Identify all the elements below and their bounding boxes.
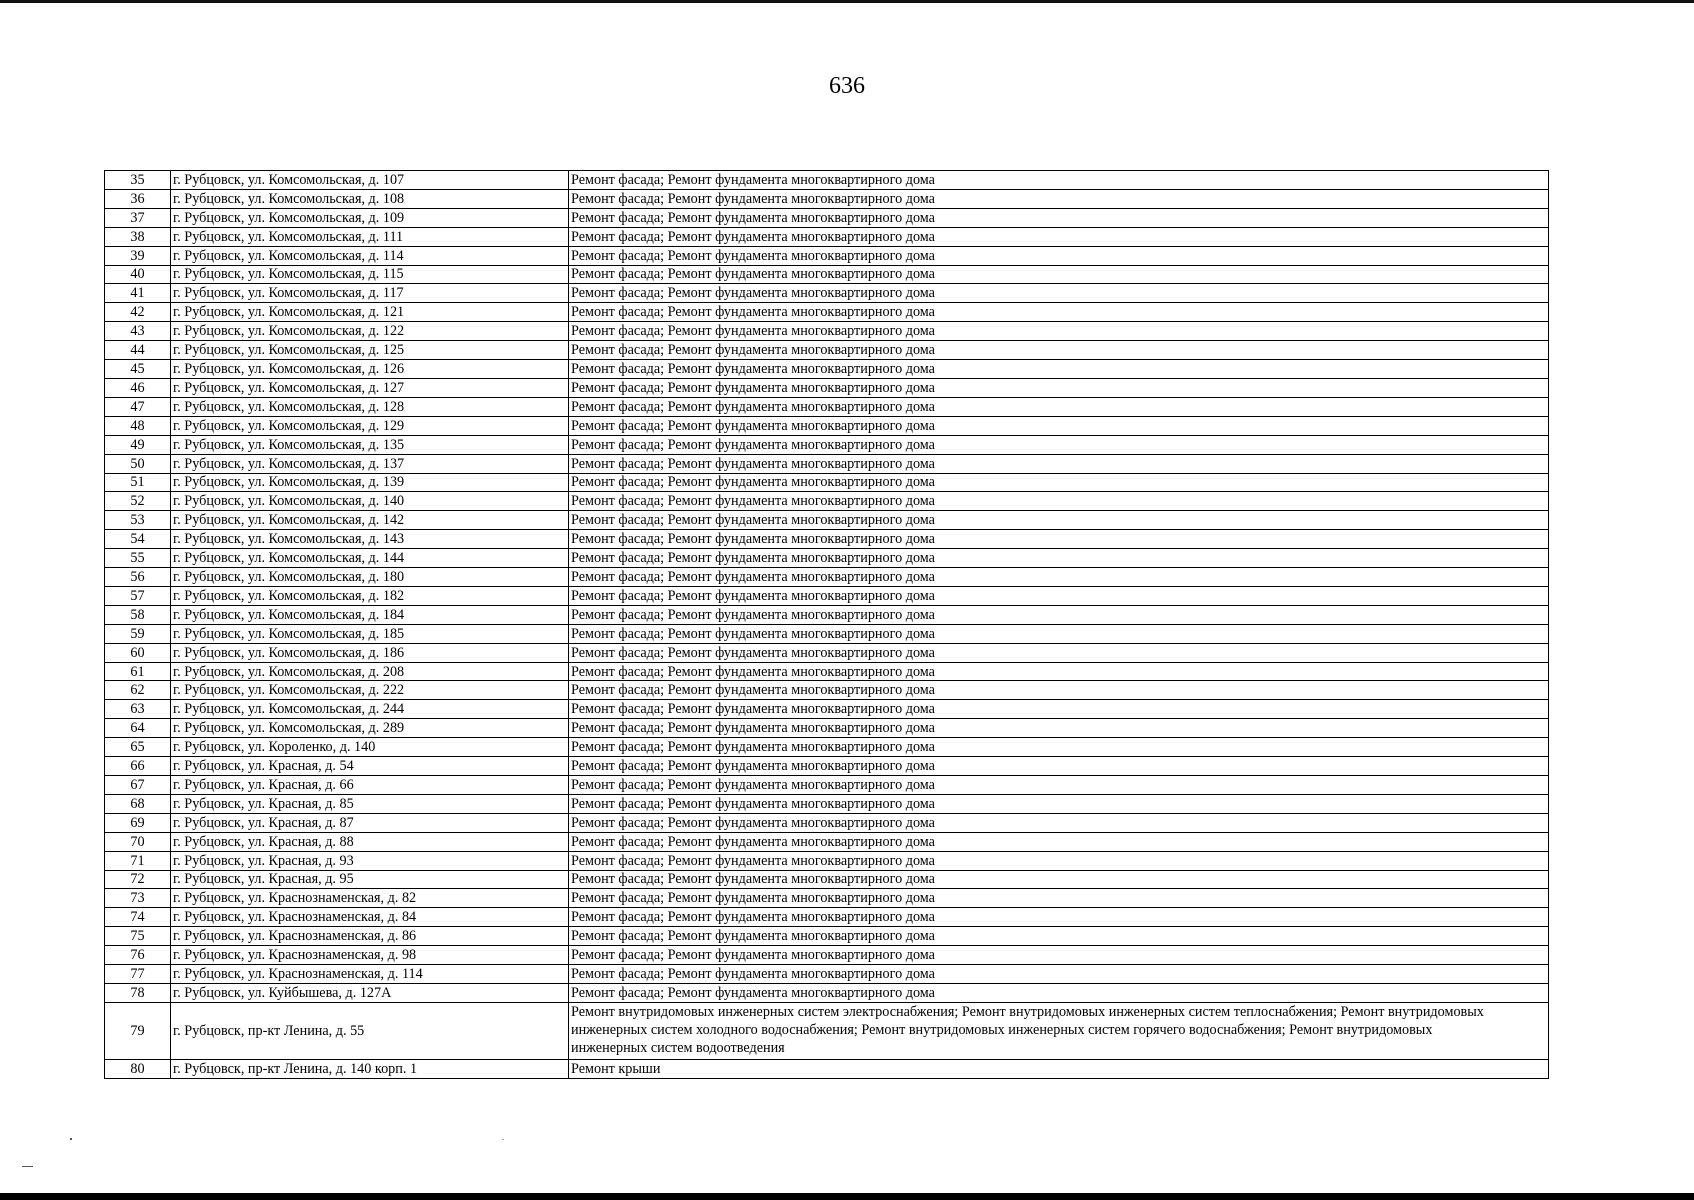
address-cell: г. Рубцовск, ул. Комсомольская, д. 143: [171, 530, 569, 549]
row-number: 55: [105, 549, 171, 568]
row-number: 47: [105, 397, 171, 416]
row-number: 60: [105, 643, 171, 662]
table-row: [105, 662, 1549, 681]
address-cell: г. Рубцовск, ул. Красная, д. 95: [171, 870, 569, 889]
table-row: [105, 889, 1549, 908]
address-cell: г. Рубцовск, ул. Комсомольская, д. 127: [171, 378, 569, 397]
address-cell: г. Рубцовск, ул. Краснознаменская, д. 86: [171, 927, 569, 946]
address-cell: г. Рубцовск, ул. Комсомольская, д. 129: [171, 416, 569, 435]
table-row: [105, 473, 1549, 492]
work-type-cell: Ремонт фасада; Ремонт фундамента многоквартирного дома: [569, 549, 1549, 568]
address-cell: г. Рубцовск, ул. Комсомольская, д. 121: [171, 303, 569, 322]
table-row: [105, 738, 1549, 757]
table-row: [105, 568, 1549, 587]
table-row: [105, 171, 1549, 190]
work-type-cell: Ремонт фасада; Ремонт фундамента многоквартирного дома: [569, 813, 1549, 832]
row-number: 38: [105, 227, 171, 246]
repair-works-table: [104, 170, 1549, 1079]
address-cell: г. Рубцовск, ул. Комсомольская, д. 222: [171, 681, 569, 700]
work-type-cell: Ремонт фасада; Ремонт фундамента многоквартирного дома: [569, 700, 1549, 719]
page-number: 636: [829, 73, 865, 99]
work-type-cell: Ремонт фасада; Ремонт фундамента многоквартирного дома: [569, 208, 1549, 227]
row-number: 70: [105, 832, 171, 851]
row-number: 48: [105, 416, 171, 435]
row-number: 53: [105, 511, 171, 530]
table-row: [105, 303, 1549, 322]
row-number: 76: [105, 946, 171, 965]
table-row: [105, 946, 1549, 965]
address-cell: г. Рубцовск, ул. Комсомольская, д. 117: [171, 284, 569, 303]
table-row: [105, 624, 1549, 643]
table-row: [105, 813, 1549, 832]
work-type-cell: Ремонт фасада; Ремонт фундамента многоквартирного дома: [569, 643, 1549, 662]
row-number: 74: [105, 908, 171, 927]
work-type-cell: Ремонт фасада; Ремонт фундамента многоквартирного дома: [569, 794, 1549, 813]
address-cell: г. Рубцовск, ул. Комсомольская, д. 137: [171, 454, 569, 473]
table-row: [105, 757, 1549, 776]
address-cell: г. Рубцовск, ул. Комсомольская, д. 144: [171, 549, 569, 568]
row-number: 68: [105, 794, 171, 813]
address-cell: г. Рубцовск, ул. Комсомольская, д. 108: [171, 189, 569, 208]
work-type-cell: Ремонт фасада; Ремонт фундамента многоквартирного дома: [569, 322, 1549, 341]
work-type-cell: Ремонт фасада; Ремонт фундамента многоквартирного дома: [569, 246, 1549, 265]
address-cell: г. Рубцовск, ул. Комсомольская, д. 128: [171, 397, 569, 416]
table-row: [105, 189, 1549, 208]
address-cell: г. Рубцовск, ул. Краснознаменская, д. 84: [171, 908, 569, 927]
address-cell: г. Рубцовск, ул. Комсомольская, д. 244: [171, 700, 569, 719]
table-row: [105, 586, 1549, 605]
table-row: [105, 246, 1549, 265]
address-cell: г. Рубцовск, пр-кт Ленина, д. 55: [171, 1002, 569, 1059]
row-number: 39: [105, 246, 171, 265]
work-type-cell: Ремонт фасада; Ремонт фундамента многоквартирного дома: [569, 946, 1549, 965]
scan-speck: [70, 1138, 72, 1140]
table-row: [105, 492, 1549, 511]
address-cell: г. Рубцовск, ул. Краснознаменская, д. 82: [171, 889, 569, 908]
row-number: 64: [105, 719, 171, 738]
scan-speck: [22, 1166, 33, 1167]
work-type-cell: Ремонт фасада; Ремонт фундамента многоквартирного дома: [569, 738, 1549, 757]
table-row: [105, 681, 1549, 700]
table-row: [105, 605, 1549, 624]
work-type-cell: Ремонт фасада; Ремонт фундамента многоквартирного дома: [569, 341, 1549, 360]
work-type-cell: Ремонт фасада; Ремонт фундамента многоквартирного дома: [569, 360, 1549, 379]
table-row: [105, 851, 1549, 870]
work-type-cell: Ремонт фасада; Ремонт фундамента многоквартирного дома: [569, 397, 1549, 416]
work-type-cell: Ремонт фасада; Ремонт фундамента многоквартирного дома: [569, 265, 1549, 284]
address-cell: г. Рубцовск, ул. Комсомольская, д. 185: [171, 624, 569, 643]
work-type-cell: Ремонт фасада; Ремонт фундамента многоквартирного дома: [569, 681, 1549, 700]
table-row: [105, 530, 1549, 549]
row-number: 67: [105, 776, 171, 795]
work-type-cell: Ремонт фасада; Ремонт фундамента многоквартирного дома: [569, 511, 1549, 530]
row-number: 41: [105, 284, 171, 303]
work-type-cell: Ремонт фасада; Ремонт фундамента многоквартирного дома: [569, 927, 1549, 946]
table-row: [105, 227, 1549, 246]
table-row: [105, 1002, 1549, 1059]
address-cell: г. Рубцовск, ул. Комсомольская, д. 111: [171, 227, 569, 246]
work-type-cell: Ремонт фасада; Ремонт фундамента многоквартирного дома: [569, 965, 1549, 984]
address-cell: г. Рубцовск, ул. Красная, д. 85: [171, 794, 569, 813]
table-row: [105, 965, 1549, 984]
table-row: [105, 511, 1549, 530]
work-type-cell: Ремонт внутридомовых инженерных систем электроснабжения; Ремонт внутридомовых инженерных систем теплоснабжения; Ремонт внутридомовых инженерных систем холодного водоснабжения; Ремонт внутридомовых инженерных систем горячего водоснабжения; Ремонт внутридомовых инженерных систем водоотведения: [569, 1002, 1549, 1059]
work-type-cell: Ремонт фасада; Ремонт фундамента многоквартирного дома: [569, 889, 1549, 908]
table-row: [105, 927, 1549, 946]
work-type-cell: Ремонт фасада; Ремонт фундамента многоквартирного дома: [569, 719, 1549, 738]
table-row: [105, 284, 1549, 303]
table-row: [105, 776, 1549, 795]
table-row: [105, 700, 1549, 719]
table-row: [105, 435, 1549, 454]
address-cell: г. Рубцовск, ул. Красная, д. 93: [171, 851, 569, 870]
address-cell: г. Рубцовск, ул. Комсомольская, д. 122: [171, 322, 569, 341]
address-cell: г. Рубцовск, ул. Комсомольская, д. 139: [171, 473, 569, 492]
work-type-cell: Ремонт фасада; Ремонт фундамента многоквартирного дома: [569, 284, 1549, 303]
address-cell: г. Рубцовск, ул. Комсомольская, д. 184: [171, 605, 569, 624]
row-number: 69: [105, 813, 171, 832]
work-type-cell: Ремонт фасада; Ремонт фундамента многоквартирного дома: [569, 832, 1549, 851]
table-row: [105, 1059, 1549, 1078]
table-row: [105, 870, 1549, 889]
address-cell: г. Рубцовск, ул. Красная, д. 88: [171, 832, 569, 851]
address-cell: г. Рубцовск, пр-кт Ленина, д. 140 корп. 1: [171, 1059, 569, 1078]
row-number: 40: [105, 265, 171, 284]
address-cell: г. Рубцовск, ул. Короленко, д. 140: [171, 738, 569, 757]
row-number: 66: [105, 757, 171, 776]
address-cell: г. Рубцовск, ул. Красная, д. 66: [171, 776, 569, 795]
table-row: [105, 549, 1549, 568]
row-number: 75: [105, 927, 171, 946]
row-number: 71: [105, 851, 171, 870]
work-type-cell: Ремонт фасада; Ремонт фундамента многоквартирного дома: [569, 776, 1549, 795]
address-cell: г. Рубцовск, ул. Комсомольская, д. 289: [171, 719, 569, 738]
table-row: [105, 454, 1549, 473]
address-cell: г. Рубцовск, ул. Комсомольская, д. 208: [171, 662, 569, 681]
row-number: 36: [105, 189, 171, 208]
work-type-cell: Ремонт фасада; Ремонт фундамента многоквартирного дома: [569, 473, 1549, 492]
work-type-cell: Ремонт фасада; Ремонт фундамента многоквартирного дома: [569, 378, 1549, 397]
address-cell: г. Рубцовск, ул. Комсомольская, д. 186: [171, 643, 569, 662]
address-cell: г. Рубцовск, ул. Комсомольская, д. 140: [171, 492, 569, 511]
row-number: 45: [105, 360, 171, 379]
address-cell: г. Рубцовск, ул. Комсомольская, д. 107: [171, 171, 569, 190]
work-type-cell: Ремонт фасада; Ремонт фундамента многоквартирного дома: [569, 227, 1549, 246]
work-type-cell: Ремонт фасада; Ремонт фундамента многоквартирного дома: [569, 870, 1549, 889]
address-cell: г. Рубцовск, ул. Комсомольская, д. 125: [171, 341, 569, 360]
work-type-cell: Ремонт фасада; Ремонт фундамента многоквартирного дома: [569, 757, 1549, 776]
table-row: [105, 322, 1549, 341]
address-cell: г. Рубцовск, ул. Комсомольская, д. 109: [171, 208, 569, 227]
row-number: 58: [105, 605, 171, 624]
work-type-cell: Ремонт фасада; Ремонт фундамента многоквартирного дома: [569, 908, 1549, 927]
work-type-cell: Ремонт фасада; Ремонт фундамента многоквартирного дома: [569, 171, 1549, 190]
address-cell: г. Рубцовск, ул. Красная, д. 87: [171, 813, 569, 832]
work-type-cell: Ремонт фасада; Ремонт фундамента многоквартирного дома: [569, 454, 1549, 473]
table-row: [105, 719, 1549, 738]
row-number: 42: [105, 303, 171, 322]
row-number: 72: [105, 870, 171, 889]
work-type-cell: Ремонт крыши: [569, 1059, 1549, 1078]
row-number: 73: [105, 889, 171, 908]
address-cell: г. Рубцовск, ул. Красная, д. 54: [171, 757, 569, 776]
address-cell: г. Рубцовск, ул. Комсомольская, д. 114: [171, 246, 569, 265]
table-row: [105, 643, 1549, 662]
row-number: 35: [105, 171, 171, 190]
row-number: 52: [105, 492, 171, 511]
table-row: [105, 360, 1549, 379]
work-type-cell: Ремонт фасада; Ремонт фундамента многоквартирного дома: [569, 983, 1549, 1002]
work-type-cell: Ремонт фасада; Ремонт фундамента многоквартирного дома: [569, 851, 1549, 870]
scan-bottom-edge: [0, 1193, 1694, 1200]
row-number: 57: [105, 586, 171, 605]
table-row: [105, 794, 1549, 813]
row-number: 79: [105, 1002, 171, 1059]
row-number: 61: [105, 662, 171, 681]
address-cell: г. Рубцовск, ул. Комсомольская, д. 135: [171, 435, 569, 454]
work-type-cell: Ремонт фасада; Ремонт фундамента многоквартирного дома: [569, 662, 1549, 681]
row-number: 46: [105, 378, 171, 397]
table-row: [105, 832, 1549, 851]
row-number: 80: [105, 1059, 171, 1078]
row-number: 65: [105, 738, 171, 757]
work-type-cell: Ремонт фасада; Ремонт фундамента многоквартирного дома: [569, 492, 1549, 511]
row-number: 44: [105, 341, 171, 360]
row-number: 77: [105, 965, 171, 984]
row-number: 54: [105, 530, 171, 549]
address-cell: г. Рубцовск, ул. Краснознаменская, д. 114: [171, 965, 569, 984]
scan-speck: [502, 1139, 504, 1140]
row-number: 59: [105, 624, 171, 643]
row-number: 43: [105, 322, 171, 341]
row-number: 37: [105, 208, 171, 227]
address-cell: г. Рубцовск, ул. Комсомольская, д. 142: [171, 511, 569, 530]
row-number: 63: [105, 700, 171, 719]
table-row: [105, 378, 1549, 397]
table-row: [105, 983, 1549, 1002]
work-type-cell: Ремонт фасада; Ремонт фундамента многоквартирного дома: [569, 605, 1549, 624]
work-type-cell: Ремонт фасада; Ремонт фундамента многоквартирного дома: [569, 624, 1549, 643]
table-row: [105, 908, 1549, 927]
table-row: [105, 208, 1549, 227]
work-type-cell: Ремонт фасада; Ремонт фундамента многоквартирного дома: [569, 435, 1549, 454]
table-row: [105, 265, 1549, 284]
work-type-cell: Ремонт фасада; Ремонт фундамента многоквартирного дома: [569, 189, 1549, 208]
row-number: 49: [105, 435, 171, 454]
row-number: 56: [105, 568, 171, 587]
table-row: [105, 341, 1549, 360]
work-type-cell: Ремонт фасада; Ремонт фундамента многоквартирного дома: [569, 568, 1549, 587]
table-row: [105, 416, 1549, 435]
work-type-cell: Ремонт фасада; Ремонт фундамента многоквартирного дома: [569, 416, 1549, 435]
address-cell: г. Рубцовск, ул. Комсомольская, д. 115: [171, 265, 569, 284]
row-number: 50: [105, 454, 171, 473]
work-type-cell: Ремонт фасада; Ремонт фундамента многоквартирного дома: [569, 586, 1549, 605]
work-type-cell: Ремонт фасада; Ремонт фундамента многоквартирного дома: [569, 303, 1549, 322]
address-cell: г. Рубцовск, ул. Куйбышева, д. 127А: [171, 983, 569, 1002]
work-type-cell: Ремонт фасада; Ремонт фундамента многоквартирного дома: [569, 530, 1549, 549]
table-body: [105, 171, 1549, 1079]
scan-top-edge: [0, 0, 1694, 3]
row-number: 51: [105, 473, 171, 492]
address-cell: г. Рубцовск, ул. Комсомольская, д. 126: [171, 360, 569, 379]
row-number: 78: [105, 983, 171, 1002]
address-cell: г. Рубцовск, ул. Краснознаменская, д. 98: [171, 946, 569, 965]
address-cell: г. Рубцовск, ул. Комсомольская, д. 180: [171, 568, 569, 587]
table-row: [105, 397, 1549, 416]
row-number: 62: [105, 681, 171, 700]
address-cell: г. Рубцовск, ул. Комсомольская, д. 182: [171, 586, 569, 605]
